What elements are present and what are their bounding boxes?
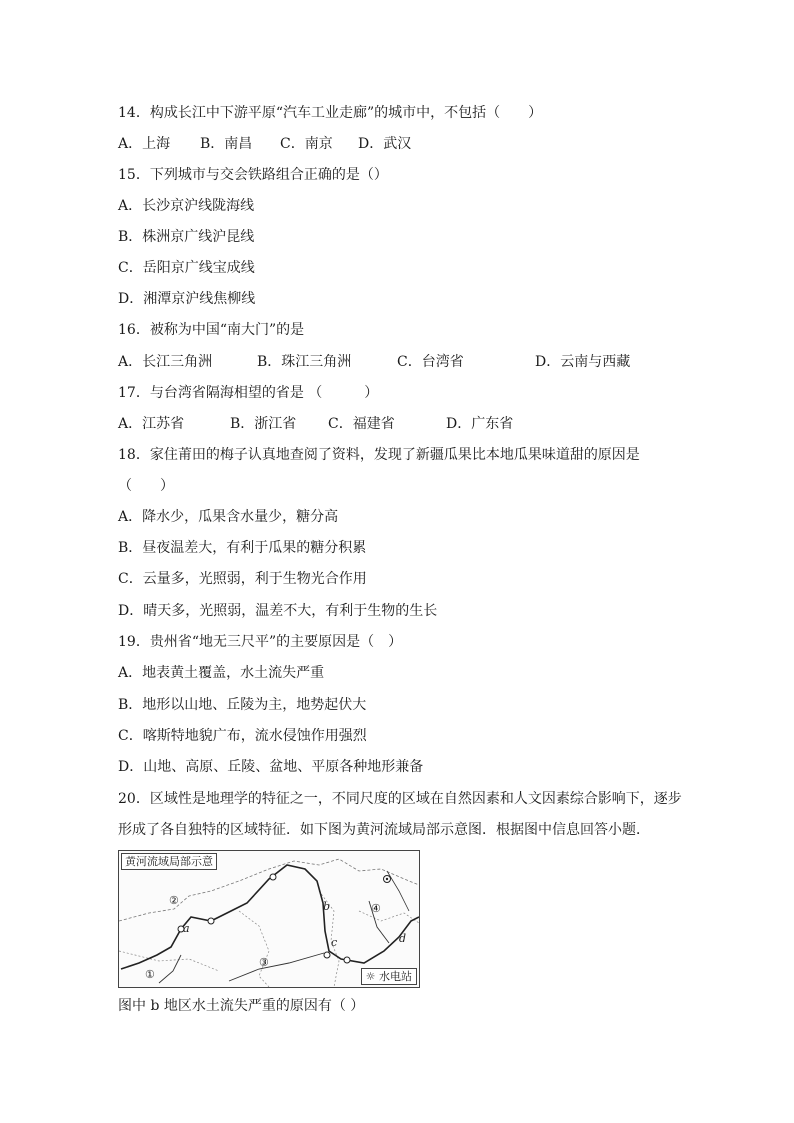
- map-drawing: [119, 851, 419, 987]
- q16-option-c: C．台湾省: [397, 354, 464, 370]
- q14-option-b: B．南昌: [200, 136, 253, 152]
- q16-option-b: B．珠江三角洲: [257, 354, 352, 370]
- map-label-a: a: [183, 922, 190, 935]
- q17-option-c: C．福建省: [328, 416, 395, 432]
- q19-option-c: C．喀斯特地貌广布，流水侵蚀作用强烈: [118, 728, 367, 744]
- q15-stem: 15．下列城市与交会铁路组合正确的是（）: [118, 167, 388, 183]
- map-legend-hydropower: ☼ 水电站: [361, 968, 417, 985]
- q19-option-b: B．地形以山地、丘陵为主，地势起伏大: [118, 697, 367, 713]
- map-label-b: b: [323, 900, 331, 913]
- map-number-1: ①: [145, 968, 155, 981]
- q18-option-c: C．云量多，光照弱，利于生物光合作用: [118, 571, 367, 587]
- map-title: 黄河流域局部示意: [121, 853, 217, 870]
- q16-stem: 16．被称为中国“南大门”的是: [118, 322, 305, 338]
- q14-option-d: D．武汉: [358, 136, 412, 152]
- q18-stem-line2: （ ）: [118, 478, 174, 494]
- map-label-d: d: [399, 932, 407, 945]
- map-number-4: ④: [371, 902, 381, 915]
- q19-stem: 19．贵州省“地无三尺平”的主要原因是（ ）: [118, 634, 403, 650]
- q16-option-d: D．云南与西藏: [535, 354, 631, 370]
- q16-option-a: A．长江三角洲: [118, 354, 213, 370]
- q14-option-c: C．南京: [280, 136, 333, 152]
- q19-option-d: D．山地、高原、丘陵、盆地、平原各种地形兼备: [118, 759, 424, 775]
- yellow-river-map: [118, 850, 420, 988]
- q15-option-d: D．湘潭京沪线焦柳线: [118, 291, 256, 307]
- q17-option-d: D．广东省: [446, 416, 514, 432]
- q14-stem: 14．构成长江中下游平原“汽车工业走廊”的城市中，不包括（ ）: [118, 105, 543, 121]
- q18-option-b: B．昼夜温差大，有利于瓜果的糖分积累: [118, 540, 367, 556]
- q18-option-a: A．降水少，瓜果含水量少，糖分高: [118, 509, 339, 525]
- q18-stem-line1: 18．家住莆田的梅子认真地查阅了资料，发现了新疆瓜果比本地瓜果味道甜的原因是: [118, 447, 640, 463]
- q20-stem-line2: 形成了各自独特的区域特征．如下图为黄河流域局部示意图．根据图中信息回答小题．: [118, 822, 650, 838]
- q15-option-c: C．岳阳京广线宝成线: [118, 260, 255, 276]
- q20-stem-line1: 20．区域性是地理学的特征之一，不同尺度的区域在自然因素和人文因素综合影响下，逐步: [118, 791, 682, 807]
- q14-option-a: A．上海: [118, 136, 171, 152]
- q17-option-a: A．江苏省: [118, 416, 185, 432]
- q19-option-a: A．地表黄土覆盖，水土流失严重: [118, 665, 325, 681]
- q18-option-d: D．晴天多，光照弱，温差不大，有利于生物的生长: [118, 603, 438, 619]
- q15-option-a: A．长沙京沪线陇海线: [118, 198, 255, 214]
- q17-option-b: B．浙江省: [230, 416, 297, 432]
- q15-option-b: B．株洲京广线沪昆线: [118, 229, 255, 245]
- q17-stem: 17．与台湾省隔海相望的省是 （ ）: [118, 385, 379, 401]
- map-number-2: ②: [169, 894, 179, 907]
- q20-sub-question: 图中 b 地区水土流失严重的原因有（ ）: [118, 998, 365, 1014]
- map-label-c: c: [331, 936, 338, 949]
- map-number-3: ③: [259, 956, 269, 969]
